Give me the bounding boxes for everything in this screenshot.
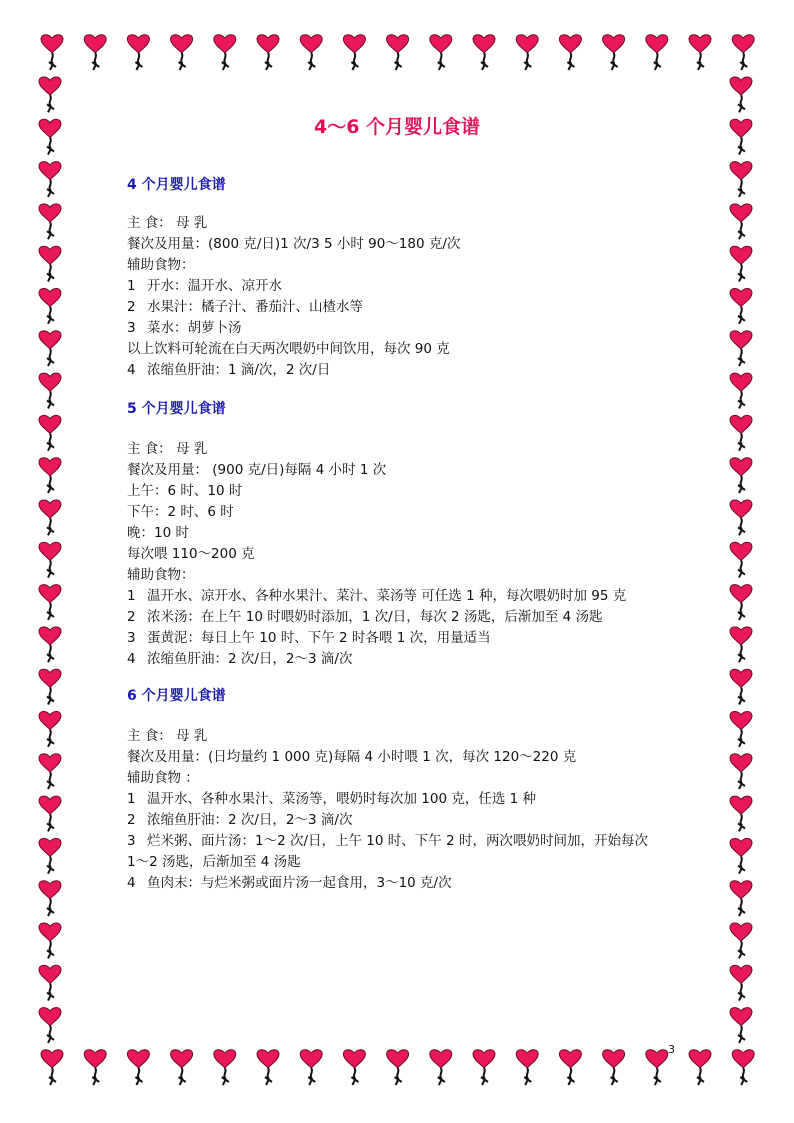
heart-balloon-icon [603,1050,625,1085]
text-line: 上午：6 时、10 时 [127,483,243,499]
heart-balloon-icon [730,712,752,747]
heart-balloon-icon [257,1050,279,1085]
heart-balloon-icon [41,35,63,70]
heart-balloon-icon [39,289,61,324]
heart-balloon-icon [84,35,106,70]
heart-balloon-icon [730,204,752,239]
text-line: 餐次及用量：(800 克/日)1 次/3 5 小时 90～180 克/次 [127,236,461,252]
heart-balloon-icon [730,246,752,281]
heart-balloon-icon [39,754,61,789]
heart-balloon-icon [127,1050,149,1085]
heart-balloon-icon [39,542,61,577]
heart-balloon-icon [559,1050,581,1085]
heart-balloon-icon [39,669,61,704]
text-line: 辅助食物： [127,257,195,273]
heart-balloon-icon [730,331,752,366]
heart-balloon-icon [214,1050,236,1085]
heart-balloon-icon [171,1050,193,1085]
heart-balloon-icon [387,1050,409,1085]
heart-balloon-icon [646,35,668,70]
heart-balloon-icon [343,1050,365,1085]
heart-balloon-icon [430,35,452,70]
heart-balloon-icon [559,35,581,70]
heart-balloon-icon [39,415,61,450]
heart-balloon-icon [473,1050,495,1085]
list-item: 4 浓缩鱼肝油：2 次/日，2～3 滴/次 [127,651,353,667]
heart-balloon-icon [646,1050,668,1085]
heart-balloon-icon [732,35,754,70]
text-line: 主 食： 母 乳 [127,441,208,457]
heart-balloon-icon [39,77,61,112]
heart-balloon-icon [41,1050,63,1085]
heart-balloon-icon [430,1050,452,1085]
heart-balloon-icon [730,754,752,789]
heart-balloon-icon [730,881,752,916]
heart-balloon-icon [39,500,61,535]
list-item: 3 蛋黄泥：每日上午 10 时、下午 2 时各喂 1 次，用量适当 [127,630,491,646]
text-line: 以上饮料可轮流在白天两次喂奶中间饮用，每次 90 克 [127,341,450,357]
heart-balloon-icon [516,1050,538,1085]
heart-balloon-icon [689,1050,711,1085]
text-line: 下午：2 时、6 时 [127,504,234,520]
heart-balloon-icon [689,35,711,70]
list-item: 2 浓米汤：在上午 10 时喂奶时添加，1 次/日，每次 2 汤匙，后渐加至 4 汤匙 [127,609,603,625]
heart-balloon-icon [39,1008,61,1043]
list-item: 2 浓缩鱼肝油：2 次/日，2～3 滴/次 [127,812,353,828]
heart-balloon-icon [730,500,752,535]
list-item: 3 菜水：胡萝卜汤 [127,320,242,336]
heart-balloon-icon [603,35,625,70]
heart-balloon-icon [730,542,752,577]
heart-balloon-icon [39,162,61,197]
heart-balloon-icon [730,77,752,112]
heart-balloon-icon [39,204,61,239]
list-item: 1 温开水、凉开水、各种水果汁、菜汁、菜汤等 可任选 1 种，每次喂奶时加 95 克 [127,588,627,604]
heart-balloon-icon [730,838,752,873]
heart-balloon-icon [730,415,752,450]
heart-balloon-icon [39,923,61,958]
heart-balloon-icon [300,35,322,70]
text-line: 每次喂 110～200 克 [127,546,255,562]
heart-balloon-icon [730,923,752,958]
heart-balloon-icon [300,1050,322,1085]
heart-balloon-icon [214,35,236,70]
heart-balloon-icon [730,289,752,324]
heart-balloon-icon [39,585,61,620]
text-line: 餐次及用量： (900 克/日)每隔 4 小时 1 次 [127,462,387,478]
heart-balloon-icon [39,838,61,873]
list-item: 3 烂米粥、面片汤：1～2 次/日，上午 10 时、下午 2 时，两次喂奶时间加，开始每次 [127,833,648,849]
section-title: 4 个月婴儿食谱 [127,177,226,193]
heart-balloon-icon [730,373,752,408]
heart-balloon-icon [732,1050,754,1085]
list-item: 4 浓缩鱼肝油：1 滴/次，2 次/日 [127,362,331,378]
heart-balloon-icon [39,881,61,916]
heart-balloon-icon [39,627,61,662]
section-title: 6 个月婴儿食谱 [127,688,226,704]
heart-balloon-icon [730,1008,752,1043]
list-item: 4 鱼肉末：与烂米粥或面片汤一起食用，3～10 克/次 [127,875,452,891]
list-item: 1 开水：温开水、凉开水 [127,278,282,294]
list-item: 1 温开水、各种水果汁、菜汤等，喂奶时每次加 100 克，任选 1 种 [127,791,537,807]
heart-balloon-icon [387,35,409,70]
list-item: 2 水果汁：橘子汁、番茄汁、山楂水等 [127,299,363,315]
heart-balloon-icon [39,712,61,747]
heart-balloon-icon [473,35,495,70]
text-line: 1～2 汤匙，后渐加至 4 汤匙 [127,854,301,870]
heart-balloon-icon [257,35,279,70]
heart-balloon-icon [730,965,752,1000]
heart-balloon-icon [39,373,61,408]
section-title: 5 个月婴儿食谱 [127,401,226,417]
text-line: 主 食： 母 乳 [127,728,208,744]
page-number: 3 [668,1043,675,1056]
heart-balloon-icon [39,965,61,1000]
heart-balloon-icon [516,35,538,70]
page-title: 4～6 个月婴儿食谱 [313,116,481,138]
heart-balloon-icon [39,458,61,493]
heart-balloon-icon [84,1050,106,1085]
text-line: 辅助食物 ： [127,770,199,786]
heart-balloon-icon [730,585,752,620]
heart-balloon-icon [730,458,752,493]
heart-balloon-icon [39,246,61,281]
heart-balloon-icon [39,796,61,831]
heart-balloon-icon [730,796,752,831]
text-line: 餐次及用量：(日均量约 1 000 克)每隔 4 小时喂 1 次，每次 120～220 克 [127,749,577,765]
heart-balloon-icon [127,35,149,70]
heart-balloon-icon [730,627,752,662]
text-line: 主 食： 母 乳 [127,215,208,231]
heart-balloon-icon [171,35,193,70]
heart-balloon-icon [730,162,752,197]
heart-balloon-icon [730,669,752,704]
heart-balloon-icon [39,331,61,366]
text-line: 辅助食物： [127,567,195,583]
heart-balloon-icon [343,35,365,70]
text-line: 晚：10 时 [127,525,189,541]
